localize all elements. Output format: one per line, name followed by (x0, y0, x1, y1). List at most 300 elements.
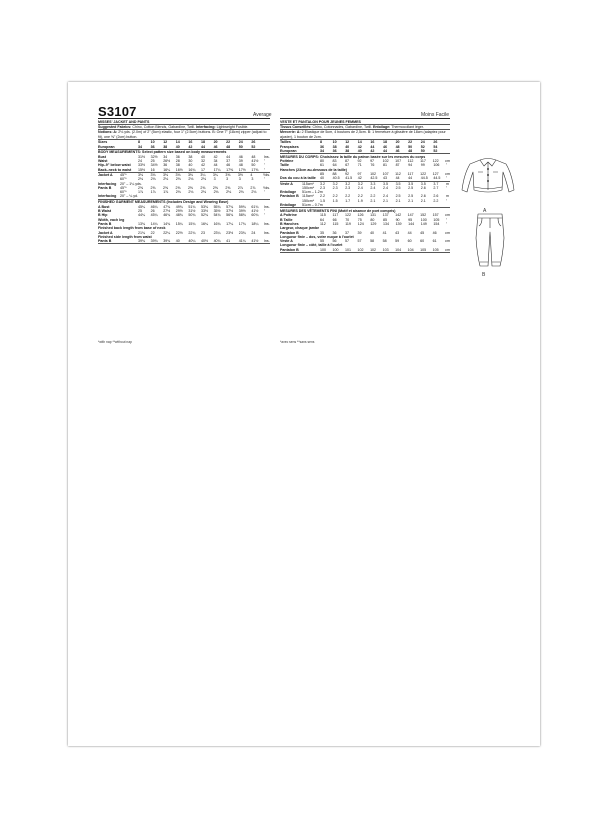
table-cell: 61 (432, 239, 437, 244)
table-cell: 3⅛ (162, 173, 168, 177)
pattern-envelope-back (68, 82, 540, 746)
table-cell: 106 (433, 163, 440, 168)
table-cell: 37½ (226, 209, 234, 214)
unit-label: cm (445, 239, 450, 244)
table-cell: 2.2 (370, 194, 376, 199)
table-cell: 41 (382, 230, 387, 235)
table-cell: 1.7 (345, 198, 351, 203)
table-cell: 40¾ (213, 239, 221, 244)
table-cell: 2.5 (408, 194, 414, 199)
fabric-width: 60"* (120, 177, 127, 182)
table-cell: 157 (432, 213, 439, 218)
table-cell: 23¾ (238, 230, 246, 235)
table-cell: 46 (395, 148, 400, 153)
jacket-illustration (458, 154, 518, 207)
table-cell: 22 (226, 140, 231, 145)
table-cell: 100 (320, 247, 326, 252)
table-cell: 122 (420, 172, 427, 176)
table-cell: 2.7 (433, 185, 439, 190)
fabrics-label: Tissus Conseillés: (280, 125, 312, 129)
table-cell: 112 (407, 159, 414, 164)
table-cell: 40 (357, 148, 362, 153)
table-cell: 50¾ (188, 213, 196, 218)
table-cell: 33½ (200, 209, 208, 214)
table-cell: 26 (150, 209, 155, 214)
table-cell: 115 (332, 221, 339, 226)
table-cell: 45¼ (150, 213, 158, 218)
size-row (280, 149, 450, 153)
yardage-value: 51cm – 0.7m (302, 203, 323, 208)
table-cell: 40.5 (332, 176, 340, 181)
pants-illustration (470, 210, 510, 275)
yardage-value: 20" – ¼ yd. (120, 194, 139, 199)
table-cell: 76 (370, 163, 375, 168)
table-cell: 58¾ (238, 213, 246, 218)
table-cell: 40 (345, 144, 350, 149)
table-cell: 41.5 (345, 176, 353, 181)
table-cell: 2⅛ (188, 177, 194, 182)
table-cell: 20 (213, 140, 218, 145)
row-label: Jacket A (98, 230, 113, 235)
table-cell: 38 (345, 148, 350, 153)
row-label: Hanches (23cm au-dessous de la taille) (280, 167, 347, 172)
table-cell: 60 (420, 239, 425, 244)
table-cell: 2⅛ (200, 190, 206, 195)
table-cell: 112 (320, 221, 326, 226)
table-cell: 115 (320, 213, 326, 218)
divider (280, 252, 450, 253)
table-cell: 2⅛ (200, 177, 206, 182)
table-cell: 43 (395, 230, 400, 235)
table-cell: 56 (332, 239, 337, 244)
table-cell: 35 (320, 230, 324, 235)
table-cell: 57¾ (226, 204, 234, 209)
footnote-fr: *avec sens **sans sens (280, 340, 315, 344)
table-cell: 34 (320, 148, 324, 153)
table-cell: 22½ (175, 230, 183, 235)
table-cell: 37 (345, 230, 350, 235)
table-cell: 1⅞ (163, 190, 169, 195)
notions-paragraph (280, 130, 450, 139)
unit-label: cm (445, 159, 450, 164)
table-cell: 41½ (251, 159, 259, 164)
row-label: Longueur finie – côté, taille à l'ourlet (280, 243, 343, 248)
table-cell: 56¾ (226, 213, 234, 218)
table-cell: 2⅛ (138, 177, 143, 182)
row-label: B Taille (280, 217, 293, 222)
measurement-row (98, 239, 270, 243)
row-label: Back–neck to waist (98, 167, 132, 172)
row-label: Longueur finie – dos, votre nuque à l'ourlet (280, 234, 354, 239)
difficulty-level-fr: Moins Facile (421, 112, 450, 118)
table-cell: 2.2 (332, 194, 338, 199)
yardage-label: Pants B (98, 185, 112, 190)
table-cell: 25 (138, 209, 142, 214)
row-label: European (280, 148, 297, 153)
table-cell: 26½ (163, 159, 171, 164)
table-cell: 71 (357, 163, 362, 168)
unit-label: " (445, 217, 448, 222)
table-cell: 3¼ (200, 173, 206, 177)
table-cell: 20 (395, 140, 400, 145)
table-cell: 44.5 (420, 176, 428, 181)
table-cell: 147 (407, 213, 414, 218)
table-cell: 2.2 (357, 194, 363, 199)
table-cell: 44¼ (138, 213, 145, 218)
unit-label: " (263, 190, 266, 195)
table-cell: 2⅝ (225, 185, 231, 190)
interfacing-label: Entoilage: (372, 125, 391, 129)
interfacing-label: Interfacing: (196, 125, 216, 129)
english-column (98, 118, 270, 244)
table-cell: 48 (395, 144, 400, 149)
table-cell: 44.5 (433, 176, 441, 181)
table-cell: 40 (200, 154, 205, 159)
table-cell: 49¾ (175, 204, 183, 209)
table-cell: 3 (238, 177, 241, 182)
unit-label: m (445, 194, 449, 199)
garment-title: MISSES' JACKET AND PANTS (98, 119, 150, 124)
table-cell: 15¼ (175, 221, 183, 226)
table-cell: 2⅝ (138, 185, 143, 190)
table-cell: 41½ (251, 209, 259, 214)
table-cell: 122 (345, 213, 352, 218)
table-cell: 53¾ (200, 204, 208, 209)
table-cell: 112 (395, 172, 401, 176)
table-cell: 23¼ (213, 230, 221, 235)
table-cell: 2⅞ (237, 185, 243, 190)
table-cell: 46 (226, 163, 231, 168)
table-cell: 42 (370, 148, 375, 153)
pattern-number: S3107 (98, 104, 137, 119)
table-cell: 2.4 (382, 194, 388, 199)
table-cell: 2.4 (370, 185, 376, 190)
table-cell: 90 (395, 217, 400, 222)
table-cell: 50 (238, 144, 243, 149)
table-cell: 144 (408, 221, 415, 226)
table-cell: 102 (370, 247, 377, 252)
table-cell: 36 (150, 144, 155, 149)
table-cell: 51¾ (188, 204, 196, 209)
fabrics-label: Suggested Fabrics: (98, 125, 132, 129)
table-cell: 22 (150, 230, 155, 235)
table-cell: 2.5 (395, 185, 401, 190)
measurement-row (98, 168, 270, 172)
row-label: Poitrine (280, 159, 294, 164)
table-cell: 2⅝ (200, 185, 206, 190)
table-cell: 2⅛ (213, 190, 219, 195)
table-cell: 14 (175, 140, 180, 145)
table-cell: 70 (345, 217, 350, 222)
table-cell: 2.1 (395, 198, 401, 203)
table-cell: 2⅛ (251, 190, 257, 195)
unit-label: Yds. (262, 173, 271, 177)
table-cell: 119 (345, 221, 351, 226)
fabric-width: 150cm* (302, 198, 315, 203)
table-cell: 38 (175, 163, 180, 168)
fabric-width: 60"* (120, 190, 127, 195)
unit-label: " (445, 176, 448, 181)
table-cell: 52 (433, 148, 438, 153)
unit-label: cm (445, 213, 450, 218)
table-cell: 2.5 (408, 185, 414, 190)
table-cell: 60 (407, 239, 412, 244)
row-label: Françaises (280, 144, 299, 149)
table-cell: 27½ (163, 209, 171, 214)
table-cell: 38 (332, 144, 337, 149)
row-label: Bust (98, 154, 106, 159)
notions-text: 2⅛ yds. (2.0m) of 2" (5cm) elastic, four 1" (2.5cm) buttons. B: One 7" (18cm) zipper (adjust to fit), one ⅝" (2cm) button. (98, 130, 267, 139)
table-cell: 103 (382, 247, 389, 252)
table-cell: 3.5 (408, 181, 414, 186)
table-cell: 137 (382, 213, 389, 218)
table-cell: 46 (382, 144, 387, 149)
table-cell: 3⅛ (187, 173, 193, 177)
table-cell: 39¾ (163, 239, 171, 244)
table-cell: 2.1 (382, 198, 388, 203)
row-label: Tailles (280, 140, 291, 145)
row-label: Dos du cou à la taille (280, 176, 316, 181)
notions-label: Mercerie: A: (280, 130, 301, 135)
table-cell: 29½ (175, 209, 183, 214)
table-cell: 16½ (175, 167, 183, 172)
table-cell: 2.2 (433, 198, 439, 203)
table-cell: 40 (175, 239, 180, 244)
table-cell: 2⅛ (175, 177, 181, 182)
table-cell: 16¼ (163, 167, 171, 172)
row-label: A Poitrine (280, 213, 297, 218)
table-cell: 107 (382, 172, 389, 176)
table-cell: 2⅝ (212, 185, 218, 190)
table-cell: 44 (382, 148, 387, 153)
yardage-label: Interfacing (98, 194, 117, 199)
table-cell: 8 (138, 140, 140, 145)
table-cell: 59 (395, 239, 400, 244)
table-cell: 105 (433, 217, 440, 222)
table-cell: 92 (345, 172, 350, 176)
unit-label: " (263, 209, 266, 214)
table-cell: 26 (433, 140, 438, 145)
table-cell: 39 (238, 159, 243, 164)
table-cell: 8 (320, 140, 322, 145)
table-cell: 2.2 (345, 194, 351, 199)
table-cell: 17¼ (226, 221, 234, 226)
yardage-label: Entoilage (280, 203, 297, 208)
table-cell: 3¼ (212, 173, 218, 177)
table-cell: 80 (320, 159, 324, 164)
table-cell: 2⅝ (175, 185, 181, 190)
row-label: Largeur, chaque jambe (280, 226, 320, 231)
table-cell: 22¾ (188, 230, 196, 235)
table-cell: 42 (213, 154, 218, 159)
table-cell: 59¾ (238, 204, 246, 209)
table-cell: 64 (332, 163, 337, 168)
body-measurements-title: BODY MEASUREMENTS: Select pattern size based on body measurements (98, 150, 227, 155)
table-cell: 17¾ (238, 221, 246, 226)
table-cell: 16 (150, 167, 155, 172)
table-cell: 102 (370, 172, 377, 176)
row-label: Waist (98, 159, 108, 164)
notions-paragraph (98, 130, 270, 139)
table-cell: 1.9 (357, 198, 363, 203)
table-cell: 3.5 (382, 181, 388, 186)
table-cell: 26 (251, 140, 256, 145)
unit-label: " (445, 163, 448, 168)
fabrics-text: Chino, Cotton Blends, Gabardine, Twill. (132, 125, 196, 129)
table-cell: 3.5 (420, 181, 426, 186)
measurement-row (280, 248, 450, 252)
table-cell: 3 (251, 177, 254, 182)
table-cell: 46 (432, 230, 437, 235)
row-label: Pantalon B (280, 247, 299, 252)
table-cell: 40 (370, 230, 375, 235)
table-cell: 2⅛ (175, 190, 181, 195)
divider (98, 243, 270, 244)
table-cell: 12 (163, 140, 168, 145)
table-cell: 42.5 (370, 176, 378, 181)
table-cell: 41 (226, 239, 231, 244)
table-cell: 18 (382, 140, 387, 145)
table-cell: 57 (357, 239, 362, 244)
row-label: Width, each leg (98, 217, 125, 222)
table-cell: 15¾ (188, 221, 196, 226)
table-cell: 117 (420, 159, 426, 164)
table-cell: 16¼ (200, 221, 208, 226)
table-cell: 18¼ (251, 221, 259, 226)
row-label: European (98, 144, 115, 149)
fabric-width: 115cm* (302, 194, 314, 199)
table-cell: 36 (332, 148, 337, 153)
table-cell: 24 (138, 159, 142, 164)
unit-label: Ins. (263, 221, 270, 226)
table-cell: 2.1 (408, 198, 414, 203)
table-cell: 21¾ (138, 230, 145, 235)
interfacing-text: Lightweight Fusible. (216, 125, 249, 129)
table-cell: 45 (420, 230, 425, 235)
table-cell: 85 (320, 172, 324, 176)
table-cell: 45¼ (138, 204, 145, 209)
unit-label: cm (445, 230, 450, 235)
table-cell: 48 (408, 148, 413, 153)
table-cell: 124 (357, 221, 364, 226)
fabric-width: 45"* (120, 185, 127, 190)
table-cell: 2.6 (420, 185, 426, 190)
table-cell: 17⅝ (251, 167, 259, 172)
table-cell: 50 (251, 163, 256, 168)
row-label: Finished back length from base of neck (98, 226, 166, 231)
table-cell: 24 (238, 140, 243, 145)
table-cell: 2⅛ (163, 177, 169, 182)
table-cell: 3.2 (320, 181, 325, 186)
table-cell: 83 (332, 159, 337, 164)
table-cell: 22 (408, 140, 413, 145)
table-cell: 58 (370, 239, 375, 244)
table-cell: 154 (433, 221, 440, 226)
table-cell: 2.2 (320, 194, 325, 199)
table-cell: 139 (395, 221, 402, 226)
table-cell: 104 (407, 247, 414, 252)
table-cell: 50 (408, 144, 413, 149)
table-cell: 17 (200, 167, 205, 172)
table-cell: 12 (345, 140, 350, 145)
table-cell: 2.3 (332, 185, 338, 190)
table-cell: 42 (357, 144, 362, 149)
row-label: A Bust (98, 204, 110, 209)
table-cell: 13¾ (138, 221, 145, 226)
table-cell: 42 (200, 163, 205, 168)
table-cell: 48 (226, 144, 231, 149)
table-cell: 131 (370, 213, 377, 218)
table-cell: 101 (345, 247, 352, 252)
finished-measurements-title: FINISHED GARMENT MEASUREMENTS (Includes Design and Wearing Ease) (98, 200, 229, 205)
fabric-width: 150cm* (302, 185, 315, 190)
table-cell: 1.5 (320, 198, 325, 203)
unit-label: " (263, 167, 266, 172)
table-cell: 3.7 (433, 181, 439, 186)
table-cell: 22¼ (163, 230, 171, 235)
table-cell: 39 (357, 230, 362, 235)
table-cell: 39¾ (138, 239, 145, 244)
table-cell: 2.1 (420, 198, 426, 203)
table-cell: 3½ (237, 173, 243, 177)
table-cell: 126 (357, 213, 364, 218)
table-cell: 52¾ (200, 213, 208, 218)
table-cell: 58 (382, 239, 387, 244)
table-cell: 3⅜ (225, 173, 231, 177)
table-cell: 43 (382, 176, 387, 181)
table-cell: 31½ (138, 154, 145, 159)
row-label: Hip–9" below waist (98, 163, 131, 168)
table-cell: 40 (175, 144, 180, 149)
table-cell: 41¼ (238, 239, 246, 244)
table-cell: 17¼ (213, 167, 221, 172)
unit-label: " (445, 198, 448, 203)
table-cell: 48¾ (175, 213, 183, 218)
table-cell: 44 (407, 230, 412, 235)
table-cell: 47¾ (163, 204, 171, 209)
table-cell: 16¾ (188, 167, 196, 172)
yardage-value: 51cm – 1.2m (302, 190, 323, 195)
unit-label: Yds. (262, 185, 271, 190)
row-label: Pantalon B (280, 230, 299, 235)
unit-label: " (445, 221, 448, 226)
table-cell: 14¼ (150, 221, 158, 226)
table-cell: 52 (251, 144, 256, 149)
table-cell: 36 (175, 154, 180, 159)
table-cell: 99 (420, 163, 425, 168)
table-cell: 44 (226, 154, 231, 159)
table-cell: 142 (395, 213, 402, 218)
table-cell: 31½ (188, 209, 196, 214)
jacket-view-label: A (483, 208, 487, 214)
yardage-label: Pantalon B (280, 194, 299, 199)
row-label: Sizes (98, 140, 108, 145)
table-cell: 32 (200, 159, 205, 164)
table-cell: 2⅝ (150, 185, 156, 190)
table-cell: 3.5 (395, 181, 401, 186)
unit-label: " (263, 159, 266, 164)
table-cell: 44 (395, 176, 400, 181)
yardage-label: Veste A (280, 181, 293, 186)
table-cell: 32½ (150, 154, 158, 159)
table-cell: 3.2 (332, 181, 338, 186)
table-cell: 18 (200, 140, 205, 145)
table-cell: 81 (382, 163, 387, 168)
table-cell: 60¾ (251, 213, 259, 218)
table-cell: 3.2 (357, 181, 363, 186)
table-cell: 10 (332, 140, 337, 145)
table-cell: 52 (420, 144, 425, 149)
